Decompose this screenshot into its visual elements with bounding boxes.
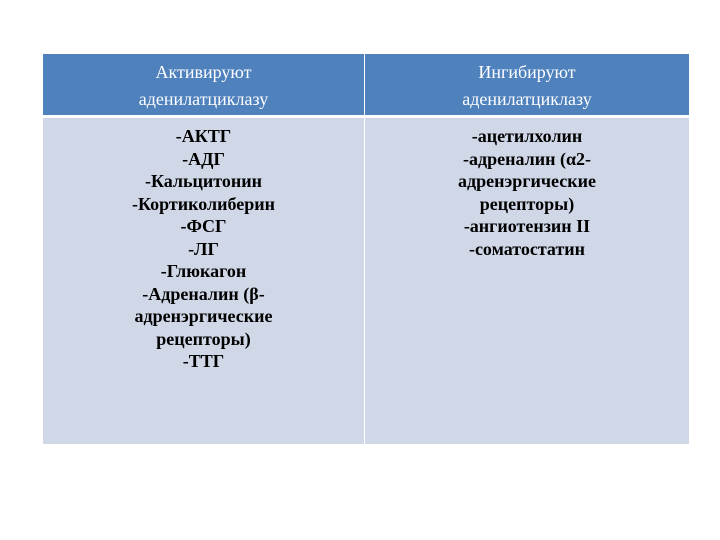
inhibitor-item: -ангиотензин II [463,216,591,236]
activator-item: -Кортиколиберин [131,193,275,214]
activator-item: -Кальцитонин [144,171,263,191]
activator-item: -АКТГ [175,126,232,146]
inhibitor-item: адренэргические [458,171,596,191]
activator-item: -ФСГ [180,216,227,236]
activator-item: -ЛГ [188,238,219,259]
activator-item: -АДГ [182,148,225,169]
inhibitor-item: -соматостатин [468,238,586,259]
activator-item: рецепторы) [156,328,251,349]
activators-cell [43,118,365,444]
inhibitor-item: -ацетилхолин [471,126,583,146]
activator-item: -Глюкагон [160,261,247,281]
inhibitor-item: -адреналин (α2- [462,148,591,169]
inhibitor-item: рецепторы) [479,193,575,214]
header-inhibitors: Ингибируют аденилатциклазу [365,54,689,118]
activator-item: -Адреналин (β- [142,283,265,304]
adenylate-cyclase-table [43,54,689,444]
inhibitors-cell [365,118,689,444]
activator-item: -ТТГ [182,351,225,371]
activator-item: адренэргические [134,306,273,326]
header-activators: Активируют аденилатциклазу [43,54,365,118]
